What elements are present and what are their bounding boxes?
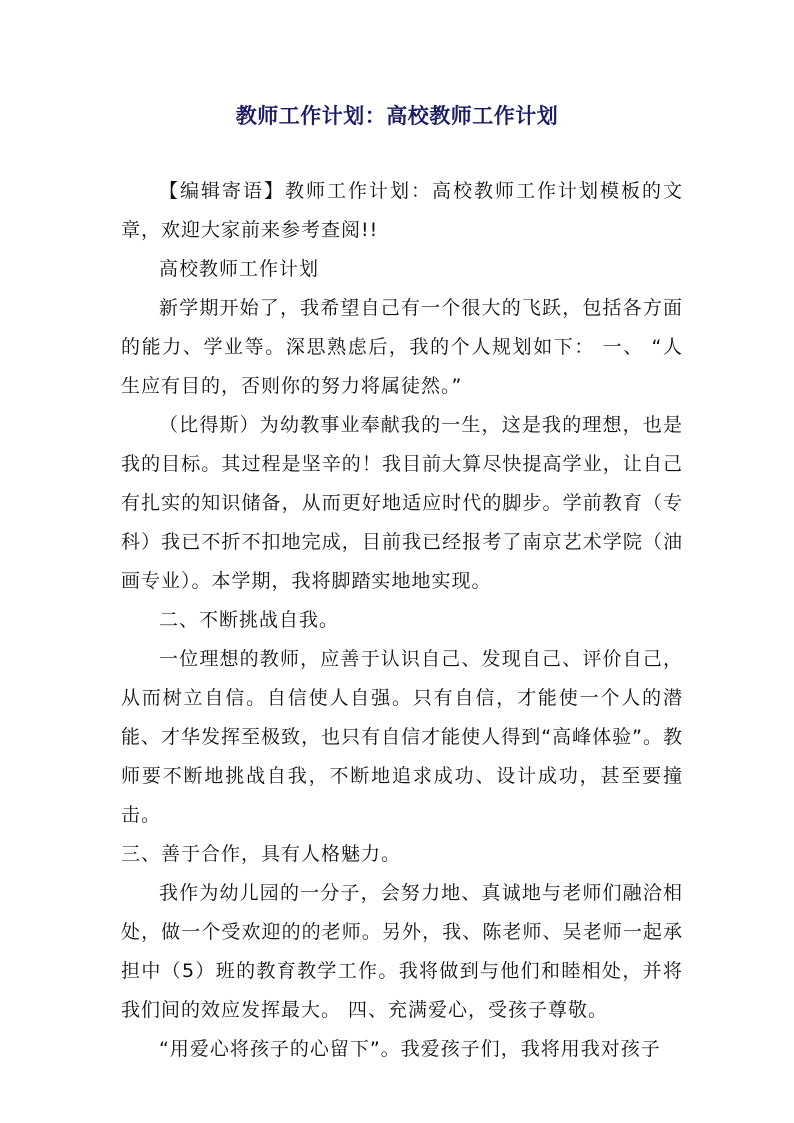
body-paragraph: 我作为幼儿园的一分子，会努力地、真诚地与老师们融洽相处，做一个受欢迎的的老师。另外，我、陈老师、吴老师一起承担中（5）班的教育教学工作。我将做到与他们和睦相处，并将我们间的效应发挥最大。 四、充满爱心，受孩子尊敬。: [121, 882, 683, 1021]
body-paragraph: （比得斯）为幼教事业奉献我的一生，这是我的理想，也是我的目标。其过程是坚辛的！我目前大算尽快提高学业，让自己有扎实的知识储备，从而更好地适应时代的脚步。学前教育（专科）我已不折不扣地完成，目前我已经报考了南京艺术学院（油画专业）。本学期，我将脚踏实地地实现。: [121, 414, 683, 592]
document-title: 教师工作计划：高校教师工作计划: [235, 103, 559, 128]
body-paragraph: 新学期开始了，我希望自己有一个很大的飞跃，包括各方面的能力、学业等。深思熟虑后，我的个人规划如下： 一、 “人生应有目的，否则你的努力将属徒然。”: [121, 297, 683, 397]
document-body: [121, 172, 683, 1069]
section-heading-2: 二、不断挑战自我。: [159, 609, 340, 631]
subtitle-paragraph: 高校教师工作计划: [159, 258, 320, 280]
editor-note-paragraph: 【编辑寄语】教师工作计划：高校教师工作计划模板的文章，欢迎大家前来参考查阅!!: [121, 180, 683, 241]
section-heading-3: 三、善于合作，具有人格魅力。: [121, 843, 402, 865]
body-paragraph: 一位理想的教师，应善于认识自己、发现自己、评价自己，从而树立自信。自信使人自强。只有自信，才能使一个人的潜能、才华发挥至极致，也只有自信才能使人得到“高峰体验”。教师要不断地挑战自我，不断地追求成功、设计成功，甚至要撞击。: [121, 648, 683, 826]
body-paragraph: “用爱心将孩子的心留下”。我爱孩子们，我将用我对孩子: [159, 1038, 661, 1060]
